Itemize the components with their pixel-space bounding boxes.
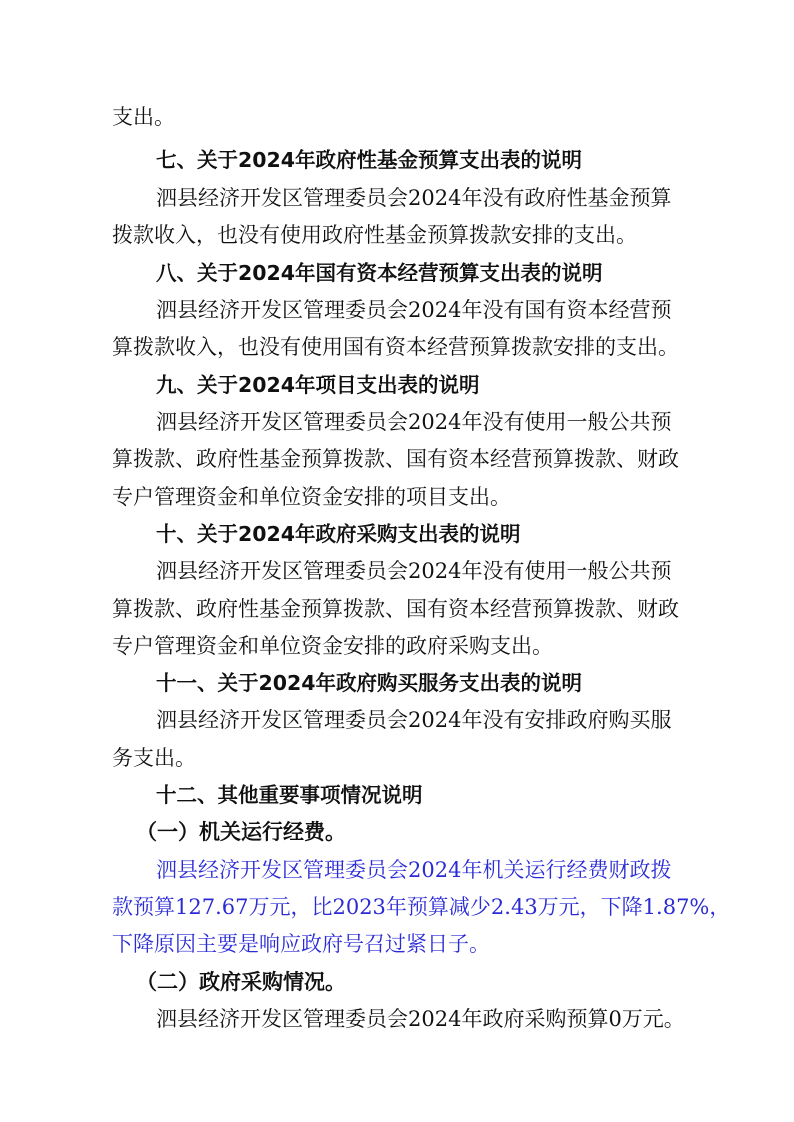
paragraph-line: 泗县经济开发区管理委员会2024年没有安排政府购买服 — [156, 708, 672, 732]
paragraph-line: 泗县经济开发区管理委员会2024年没有使用一般公共预 — [156, 559, 672, 583]
section-heading-10: 十、关于2024年政府采购支出表的说明 — [156, 522, 521, 546]
paragraph-line: 泗县经济开发区管理委员会2024年没有国有资本经营预 — [156, 298, 672, 322]
paragraph-line: 算拨款、政府性基金预算拨款、国有资本经营预算拨款、财政 — [112, 597, 679, 621]
subheading-2: （二）政府采购情况。 — [136, 970, 346, 994]
paragraph-line: 算拨款、政府性基金预算拨款、国有资本经营预算拨款、财政 — [112, 447, 679, 471]
paragraph-line: 拨款收入，也没有使用政府性基金预算拨款安排的支出。 — [112, 223, 637, 247]
subheading-1: （一）机关运行经费。 — [136, 820, 346, 844]
paragraph-line: 泗县经济开发区管理委员会2024年政府采购预算0万元。 — [156, 1007, 685, 1031]
paragraph-line: 务支出。 — [112, 746, 196, 770]
paragraph-line: 专户管理资金和单位资金安排的政府采购支出。 — [112, 634, 553, 658]
highlighted-paragraph-line: 泗县经济开发区管理委员会2024年机关运行经费财政拨 — [156, 858, 672, 882]
section-heading-8: 八、关于2024年国有资本经营预算支出表的说明 — [156, 261, 603, 285]
highlighted-paragraph-line: 下降原因主要是响应政府号召过紧日子。 — [112, 932, 490, 956]
paragraph-line: 泗县经济开发区管理委员会2024年没有使用一般公共预 — [156, 410, 672, 434]
section-heading-12: 十二、其他重要事项情况说明 — [156, 783, 423, 807]
section-heading-9: 九、关于2024年项目支出表的说明 — [156, 373, 480, 397]
section-heading-7: 七、关于2024年政府性基金预算支出表的说明 — [156, 148, 583, 172]
section-heading-11: 十一、关于2024年政府购买服务支出表的说明 — [156, 671, 583, 695]
paragraph-line: 算拨款收入，也没有使用国有资本经营预算拨款安排的支出。 — [112, 335, 679, 359]
paragraph-line: 支出。 — [112, 105, 175, 129]
paragraph-line: 泗县经济开发区管理委员会2024年没有政府性基金预算 — [156, 186, 672, 210]
paragraph-line: 专户管理资金和单位资金安排的项目支出。 — [112, 485, 511, 509]
highlighted-paragraph-line: 款预算127.67万元，比2023年预算减少2.43万元，下降1.87%， — [112, 895, 731, 919]
